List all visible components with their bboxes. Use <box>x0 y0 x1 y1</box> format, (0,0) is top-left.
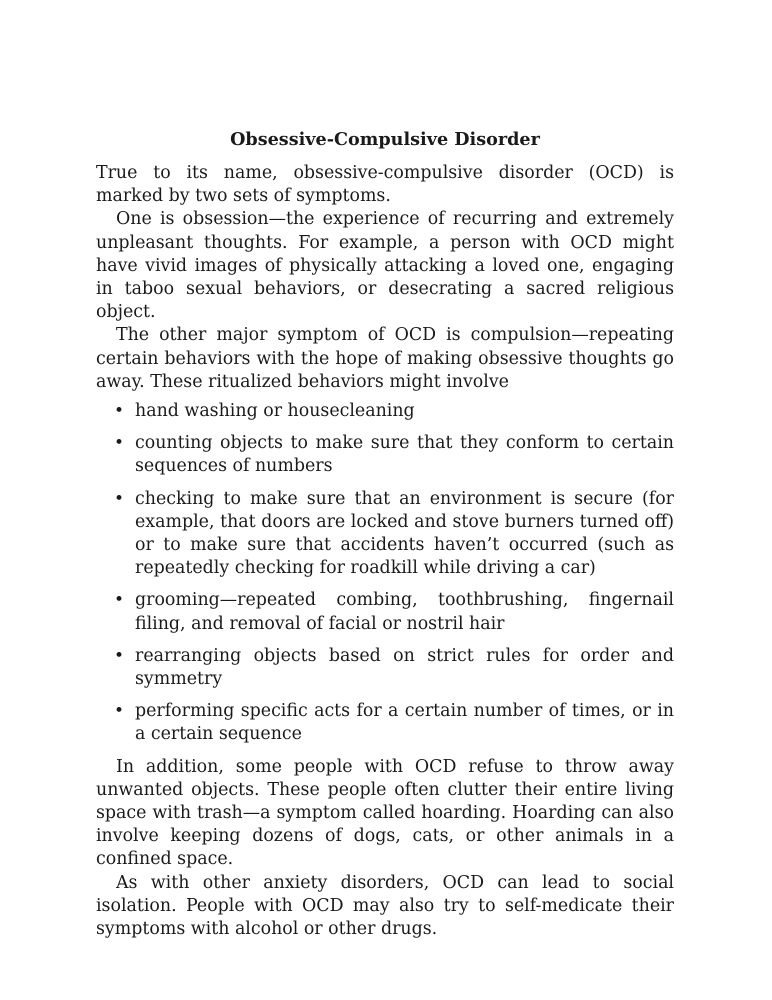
list-item-text: grooming—repeated combing, toothbrushing, fingernail filing, and removal of facial or nostril hair <box>135 590 674 634</box>
bullet-icon: • <box>114 590 125 611</box>
list-item-text: checking to make sure that an environment is secure (for example, that doors are locked and stove burners turned off) or to make sure that accidents haven’t occurred (such as repeatedly checking for roadkill while driving a car) <box>135 488 674 579</box>
list-item <box>96 488 674 581</box>
bullet-icon: • <box>114 701 125 722</box>
bullet-icon: • <box>114 401 125 422</box>
list-item <box>96 589 674 635</box>
list-item-text: counting objects to make sure that they conform to certain sequences of numbers <box>135 433 674 477</box>
list-item <box>96 700 674 746</box>
list-item-text: performing specific acts for a certain number of times, or in a certain sequence <box>135 701 674 745</box>
list-item <box>96 400 674 423</box>
paragraph-isolation: As with other anxiety disorders, OCD can lead to social isolation. People with OCD may also try to self-medicate their symptoms with alcohol or other drugs. <box>96 872 674 940</box>
compulsion-list <box>96 400 674 747</box>
list-item-text: rearranging objects based on strict rules for order and symmetry <box>135 645 674 690</box>
bullet-icon: • <box>114 433 125 454</box>
paragraph-obsession: One is obsession—the experience of recurring and extremely unpleasant thoughts. For example, a person with OCD might have vivid images of physically attacking a loved one, engaging in taboo sexual behaviors, or desecrating a sacred religious object. <box>96 209 674 323</box>
section-title: Obsessive-Compulsive Disorder <box>230 129 540 150</box>
paragraph-intro: True to its name, obsessive-compulsive disorder (OCD) is marked by two sets of symptoms. <box>96 163 674 207</box>
list-item <box>96 645 674 691</box>
bullet-icon: • <box>114 488 125 509</box>
bullet-icon: • <box>114 645 125 666</box>
page-body <box>96 128 674 941</box>
list-item <box>96 432 674 478</box>
list-item-text: hand washing or housecleaning <box>135 401 415 422</box>
paragraph-compulsion: The other major symptom of OCD is compulsion—repeating certain behaviors with the hope of making obsessive thoughts go away. These ritualized behaviors might involve <box>96 325 674 392</box>
paragraph-hoarding: In addition, some people with OCD refuse to throw away unwanted objects. These people often clutter their entire living space with trash—a symptom called hoarding. Hoarding can also involve keeping dozens of dogs, cats, or other animals in a confined space. <box>96 756 674 870</box>
